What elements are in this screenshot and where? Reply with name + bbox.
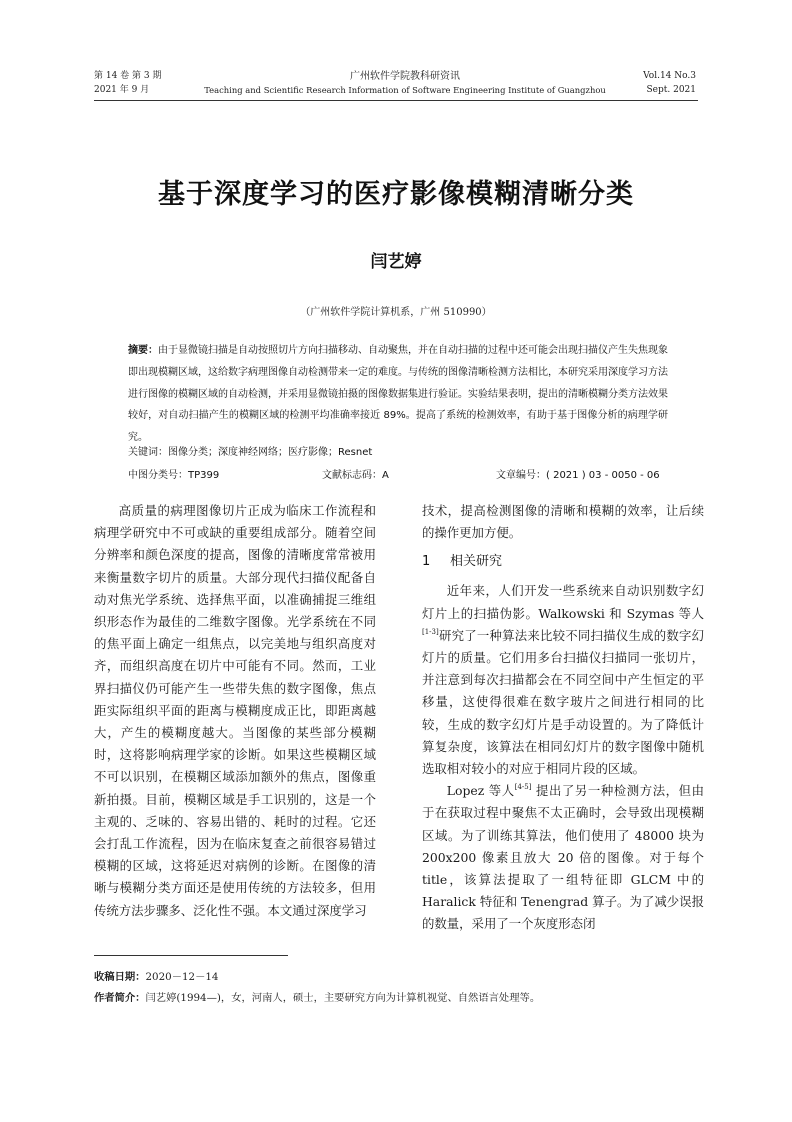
author-name: 闫艺婷 <box>370 252 422 272</box>
body-paragraph <box>422 780 704 935</box>
date-en: Sept. 2021 <box>646 85 696 95</box>
keywords <box>128 443 668 458</box>
header-rule <box>94 100 698 101</box>
keywords-text: 图像分类；深度神经网络；医疗影像；Resnet <box>168 447 373 458</box>
keywords-label: 关键词： <box>128 447 168 458</box>
section-title: 相关研究 <box>450 554 503 570</box>
body-paragraph: 高质量的病理图像切片正成为临床工作流程和病理学研究中不可或缺的重要组成部分。随着空间分辨率和颜色深度的提高，图像的清晰度常常被用来衡量数字切片的质量。大部分现代扫描仪配备自动对焦光学系统、选择焦平面，以准确捕捉三维组织形态作为最佳的二维数字图像。光学系统在不同的焦平面上确定一组焦点，以完美地与组织高度对齐，而组织高度在切片中可能有不同。然而，工业界扫描仪仍可能产生一些带失焦的数字图像，焦点距实际组织平面的距离与模糊度成正比，即距离越大，产生的模糊度越大。当图像的某些部分模糊时，这将影响病理学家的诊断。如果这些模糊区域不可以识别，在模糊区域添加额外的焦点，图像重新拍摄。目前，模糊区域是手工识别的，这是一个主观的、乏味的、容易出错的、耗时的过程。它还会打乱工作流程，因为在临床复查之前很容易错过模糊的区域，这将延迟对病例的诊断。在图像的清晰与模糊分类方面还是使用传统的方法较多，但用传统方法步骤多、泛化性不强。本文通过深度学习 <box>94 503 376 918</box>
paragraph-text: 近年来，人们开发一些系统来自动识别数字幻灯片上的扫描伪影。Walkowski 和 Szymas 等人 <box>422 583 704 621</box>
journal-name-en: Teaching and Scientific Research Information of Software Engineering Institute of Guangzhou <box>204 85 606 95</box>
section-number: 1 <box>422 554 431 570</box>
volume-issue-en: Vol.14 No.3 <box>643 71 696 81</box>
bio-label: 作者简介： <box>94 992 146 1004</box>
citation: [4-5] <box>514 783 532 792</box>
received-label: 收稿日期： <box>94 971 146 983</box>
paper-title: 基于深度学习的医疗影像模糊清晰分类 <box>158 179 634 210</box>
abstract-text: 由于显微镜扫描是自动按照切片方向扫描移动、自动聚焦，并在自动扫描的过程中还可能会出现扫描仪产生失焦现象即出现模糊区域，这给数字病理图像自动检测带来一定的难度。与传统的图像清晰检测方法相比，本研究采用深度学习方法进行图像的模糊区域的自动检测，并采用显微镜拍摄的图像数据集进行验证。实验结果表明，提出的清晰模糊分类方法效果较好，对自动扫描产生的模糊区域的检测平均准确率接近 89%。提高了系统的检测效率，有助于基于图像分析的病理学研究。 <box>128 345 668 444</box>
clc-number: 中图分类号：TP399 <box>128 470 220 481</box>
paragraph-text: 研究了一种算法来比较不同扫描仪生成的数字幻灯片的质量。它们用多台扫描仪扫描同一张切片，并注意到每次扫描都会在不同空间中产生恒定的平移量，这使得很难在数字玻片之间进行相同的比较，生成的数字幻灯片是手动设置的。为了降低计算复杂度，该算法在相同幻灯片的数字图像中随机选取相对较小的对应于相同片段的区域。 <box>422 627 704 777</box>
received-value: 2020－12－14 <box>145 971 219 983</box>
footnote-rule <box>94 955 288 956</box>
date-cn: 2021 年 9 月 <box>94 85 150 95</box>
document-code: 文献标志码：A <box>322 470 389 481</box>
abstract <box>128 340 668 449</box>
abstract-label: 摘要： <box>128 345 158 356</box>
paragraph-text: 提出了另一种检测方法，但由于在获取过程中聚焦不太正确时，会导致出现模糊区域。为了训练其算法，他们使用了 48000 块为 200x200 像素且放大 20 倍的图像。对于每个 title，该算法提取了一组特征即 GLCM 中的 Haralick 特征和 Tenengrad 算子。为了减少误报的数量，采用了一个灰度形态闭 <box>422 783 704 932</box>
article-number: 文章编号：( 2021 ) 03 - 0050 - 06 <box>496 470 660 481</box>
journal-name-cn: 广州软件学院教科研资讯 <box>350 71 460 82</box>
bio-text: 闫艺婷(1994—)，女，河南人，硕士，主要研究方向为计算机视觉、自然语言处理等。 <box>145 992 541 1004</box>
volume-issue-cn: 第 14 卷 第 3 期 <box>94 71 162 81</box>
section-heading <box>422 551 704 573</box>
received-date <box>94 968 219 983</box>
body-paragraph-continued: 技术，提高检测图像的清晰和模糊的效率，让后续的操作更加方便。 <box>422 503 704 541</box>
right-column <box>422 500 704 936</box>
citation: [1-3] <box>422 627 439 636</box>
affiliation: （广州软件学院计算机系，广州 510990） <box>300 307 492 318</box>
left-column <box>94 500 376 922</box>
body-paragraph <box>422 580 704 780</box>
paragraph-text: Lopez 等人 <box>446 783 515 799</box>
author-bio <box>94 989 540 1004</box>
